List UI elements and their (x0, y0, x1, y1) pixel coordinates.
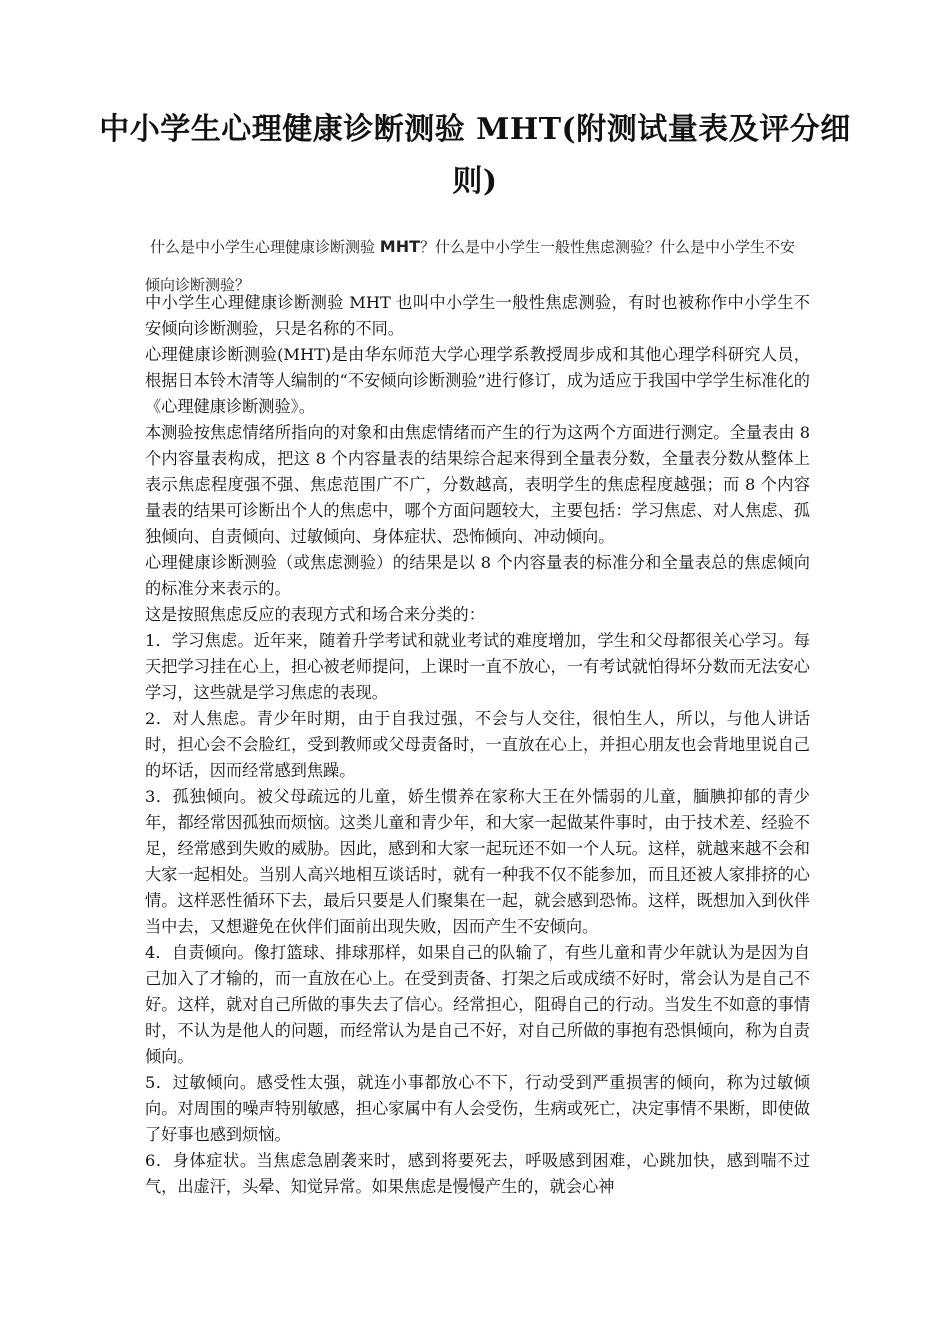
intro-text-before: 什么是中小学生心理健康诊断测验 (150, 238, 380, 256)
document-title: 中小学生心理健康诊断测验 MHT(附测试量表及评分细则) (99, 112, 851, 199)
document-body (145, 290, 810, 1200)
paragraph-self-blame: 4．自责倾向。像打篮球、排球那样，如果自己的队输了，有些儿童和青少年就认为是因为自己加入了才输的，而一直放在心上。在受到责备、打架之后或成绩不好时，常会认为是自己不好。这样，就对自己所做的事失去了信心。经常担心，阻碍自己的行动。当发生不如意的事情时，不认为是他人的问题，而经常认为是自己不好，对自己所做的事抱有恐惧倾向，称为自责倾向。 (145, 943, 810, 1066)
paragraph-social-anxiety: 2．对人焦虑。青少年时期，由于自我过强，不会与人交往，很怕生人，所以，与他人讲话时，担心会不会脸红，受到教师或父母责备时，一直放在心上，并担心朋友也会背地里说自己的坏话，因而经常感到焦躁。 (145, 709, 810, 780)
paragraph-classification: 这是按照焦虑反应的表现方式和场合来分类的： (145, 605, 485, 624)
paragraph-learning-anxiety: 1．学习焦虑。近年来，随着升学考试和就业考试的难度增加，学生和父母都很关心学习。每天把学习挂在心上，担心被老师提问，上课时一直不放心，一有考试就怕得坏分数而无法安心学习，这些就是学习焦虑的表现。 (145, 631, 810, 702)
paragraph-structure: 本测验按焦虑情绪所指向的对象和由焦虑情绪而产生的行为这两个方面进行测定。全量表由 8 个内容量表构成，把这 8 个内容量表的结果综合起来得到全量表分数，全量表分数从整体上表示焦虑程度强不强、焦虑范围广不广，分数越高，表明学生的焦虑程度越强；而 8 个内容量表的结果可诊断出个人的焦虑中，哪个方面问题较大，主要包括：学习焦虑、对人焦虑、孤独倾向、自责倾向、过敏倾向、身体症状、恐怖倾向、冲动倾向。 (145, 423, 810, 546)
paragraph-alias: 中小学生心理健康诊断测验 MHT 也叫中小学生一般性焦虑测验，有时也被称作中小学生不安倾向诊断测验，只是名称的不同。 (145, 293, 810, 338)
paragraph-loneliness: 3．孤独倾向。被父母疏远的儿童，娇生惯养在家称大王在外懦弱的儿童，腼腆抑郁的青少年，都经常因孤独而烦恼。这类儿童和青少年，和大家一起做某件事时，由于技术差、经验不足，经常感到失败的威胁。因此，感到和大家一起玩还不如一个人玩。这样，就越来越不会和大家一起相处。当别人高兴地相互谈话时，就有一种我不仅不能参加，而且还被人家排挤的心情。这样恶性循环下去，最后只要是人们聚集在一起，就会感到恐怖。这样，既想加入到伙伴当中去，又想避免在伙伴们面前出现失败，因而产生不安倾向。 (145, 787, 810, 936)
intro-text-bold: MHT (379, 237, 421, 256)
paragraph-scoring: 心理健康诊断测验（或焦虑测验）的结果是以 8 个内容量表的标准分和全量表总的焦虑倾向的标准分来表示的。 (145, 553, 810, 598)
paragraph-physical-symptoms: 6．身体症状。当焦虑急剧袭来时，感到将要死去，呼吸感到困难，心跳加快，感到喘不过气，出虚汗，头晕、知觉异常。如果焦虑是慢慢产生的，就会心神 (145, 1151, 810, 1196)
paragraph-sensitivity: 5．过敏倾向。感受性太强，就连小事都放心不下，行动受到严重损害的倾向，称为过敏倾向。对周围的噪声特别敏感，担心家属中有人会受伤，生病或死亡，决定事情不果断，即使做了好事也感到烦恼。 (145, 1073, 810, 1144)
paragraph-origin: 心理健康诊断测验(MHT)是由华东师范大学心理学系教授周步成和其他心理学科研究人员，根据日本铃木清等人编制的“不安倾向诊断测验”进行修订，成为适应于我国中学学生标准化的《心理健康诊断测验》。 (145, 345, 810, 416)
intro-text-after: ？什么是中小学生一般性焦虑测验？什么是中小学生不安倾向诊断测验？ (145, 238, 796, 294)
